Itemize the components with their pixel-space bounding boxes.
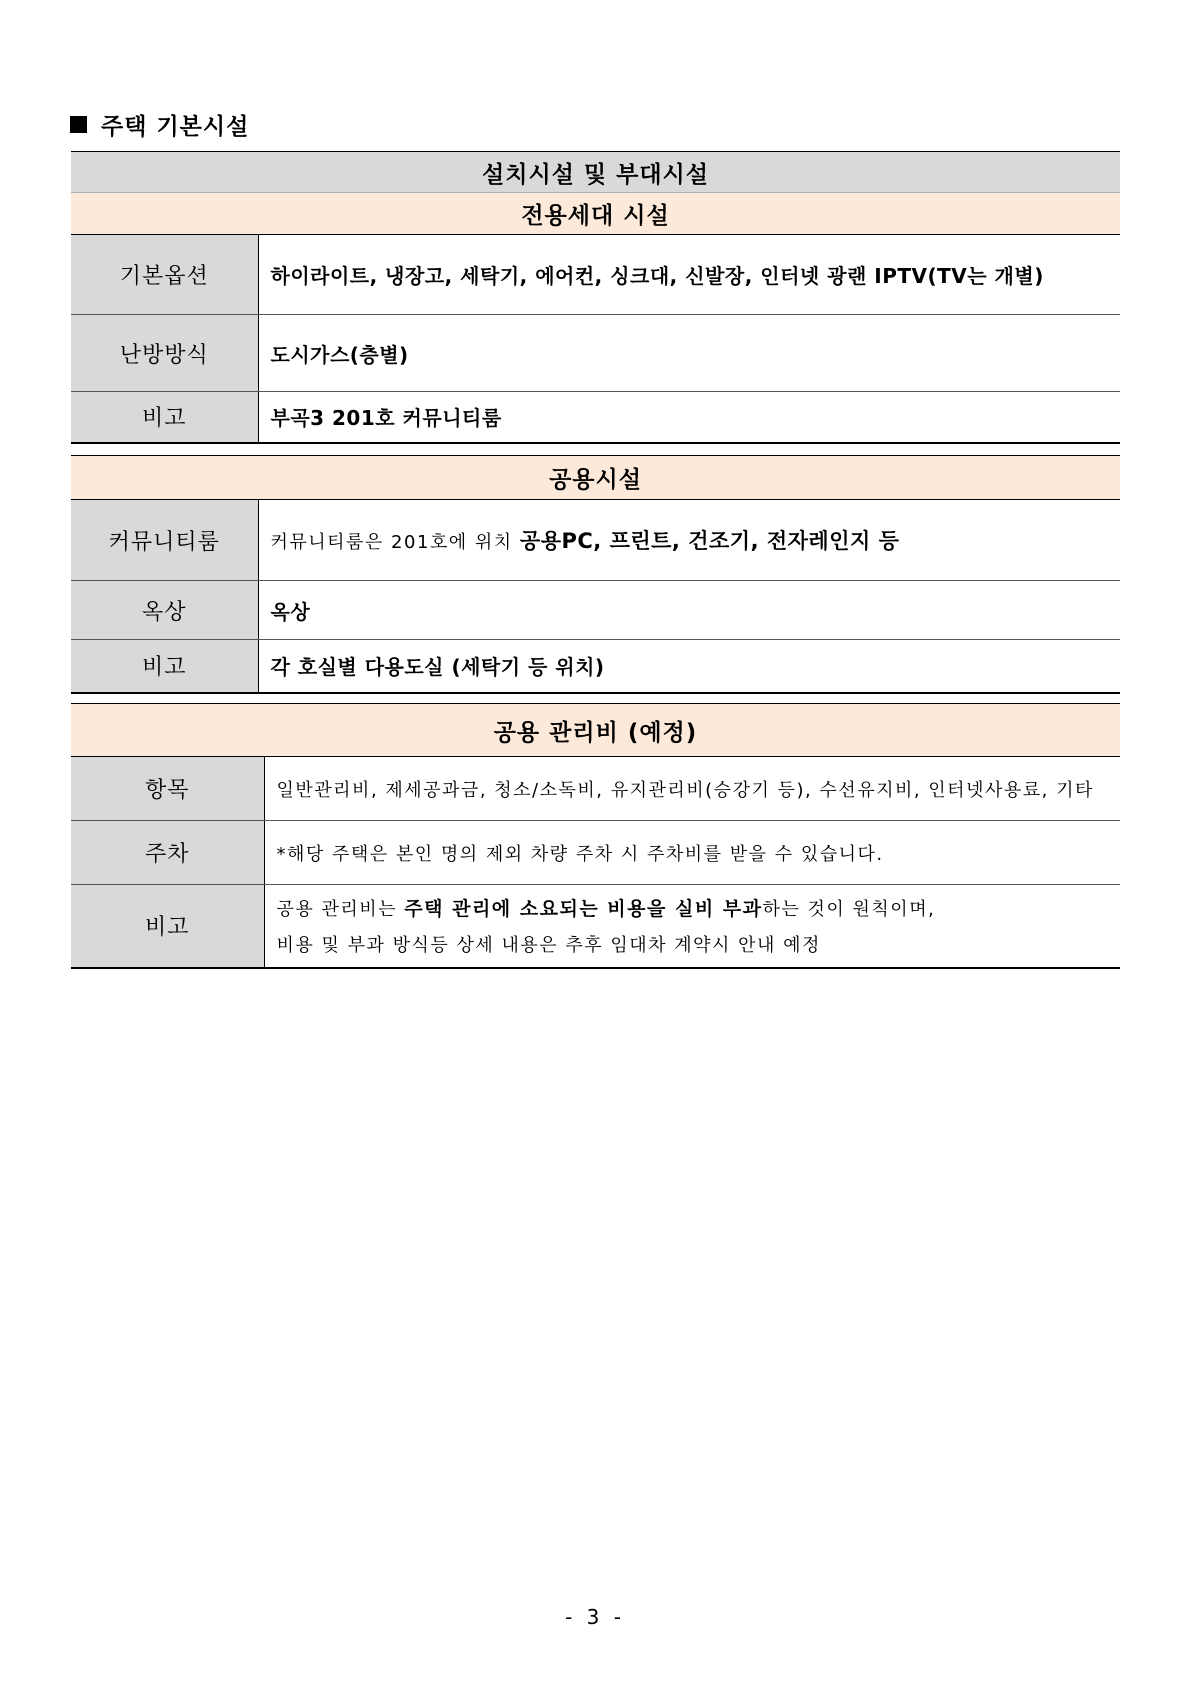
row-value-community-room bbox=[258, 500, 1120, 581]
remarks-line-1-end: 하는 것이 원칙이며, bbox=[762, 899, 936, 921]
row-label-parking: 주차 bbox=[71, 821, 264, 885]
black-square-icon bbox=[70, 116, 87, 133]
table-row bbox=[71, 392, 1120, 443]
community-room-location: 커뮤니티룸은 201호에 위치 bbox=[270, 532, 520, 553]
section-title bbox=[70, 108, 249, 141]
row-value-basic-options: 하이라이트, 냉장고, 세탁기, 에어컨, 싱크대, 신발장, 인터넷 광랜 IPTV(TV는 개별) bbox=[258, 235, 1120, 315]
row-value-items: 일반관리비, 제세공과금, 청소/소독비, 유지관리비(승강기 등), 수선유지비, 인터넷사용료, 기타 bbox=[264, 757, 1120, 821]
page-number: - 3 - bbox=[565, 1605, 625, 1629]
row-label-items: 항목 bbox=[71, 757, 264, 821]
management-fee-table bbox=[71, 703, 1120, 969]
row-label-basic-options: 기본옵션 bbox=[71, 235, 258, 315]
row-value-remarks: 각 호실별 다용도실 (세탁기 등 위치) bbox=[258, 640, 1120, 693]
row-value-remarks: 부곡3 201호 커뮤니티룸 bbox=[258, 392, 1120, 443]
community-room-equipment: 공용PC, 프린트, 건조기, 전자레인지 등 bbox=[519, 529, 900, 553]
table-row bbox=[71, 821, 1120, 885]
private-unit-subheader: 전용세대 시설 bbox=[71, 193, 1120, 235]
section-title-text: 주택 기본시설 bbox=[101, 114, 250, 140]
row-label-remarks: 비고 bbox=[71, 392, 258, 443]
remarks-line-2: 비용 및 부과 방식등 상세 내용은 추후 임대차 계약시 안내 예정 bbox=[276, 935, 821, 957]
row-label-remarks: 비고 bbox=[71, 885, 264, 968]
row-value-heating: 도시가스(층별) bbox=[258, 315, 1120, 392]
table-row bbox=[71, 885, 1120, 968]
common-facilities-table bbox=[71, 455, 1120, 694]
remarks-line-1 bbox=[277, 899, 936, 920]
remarks-line-1-bold: 주택 관리에 소요되는 비용을 실비 부과 bbox=[404, 898, 763, 921]
facilities-table bbox=[71, 151, 1120, 444]
row-value-remarks bbox=[264, 885, 1120, 968]
facilities-table-header: 설치시설 및 부대시설 bbox=[71, 152, 1120, 193]
row-label-remarks: 비고 bbox=[71, 640, 258, 693]
row-label-community-room: 커뮤니티룸 bbox=[71, 500, 258, 581]
table-row bbox=[71, 235, 1120, 315]
remarks-line-1-start: 공용 관리비는 bbox=[276, 899, 405, 921]
row-value-parking: *해당 주택은 본인 명의 제외 차량 주차 시 주차비를 받을 수 있습니다. bbox=[264, 821, 1120, 885]
common-facilities-header: 공용시설 bbox=[71, 456, 1120, 500]
row-value-rooftop: 옥상 bbox=[258, 581, 1120, 640]
management-fee-header: 공용 관리비 (예정) bbox=[71, 704, 1120, 757]
row-label-heating: 난방방식 bbox=[71, 315, 258, 392]
table-row bbox=[71, 757, 1120, 821]
table-row bbox=[71, 500, 1120, 581]
table-row bbox=[71, 315, 1120, 392]
table-row bbox=[71, 581, 1120, 640]
row-label-rooftop: 옥상 bbox=[71, 581, 258, 640]
table-row bbox=[71, 640, 1120, 693]
